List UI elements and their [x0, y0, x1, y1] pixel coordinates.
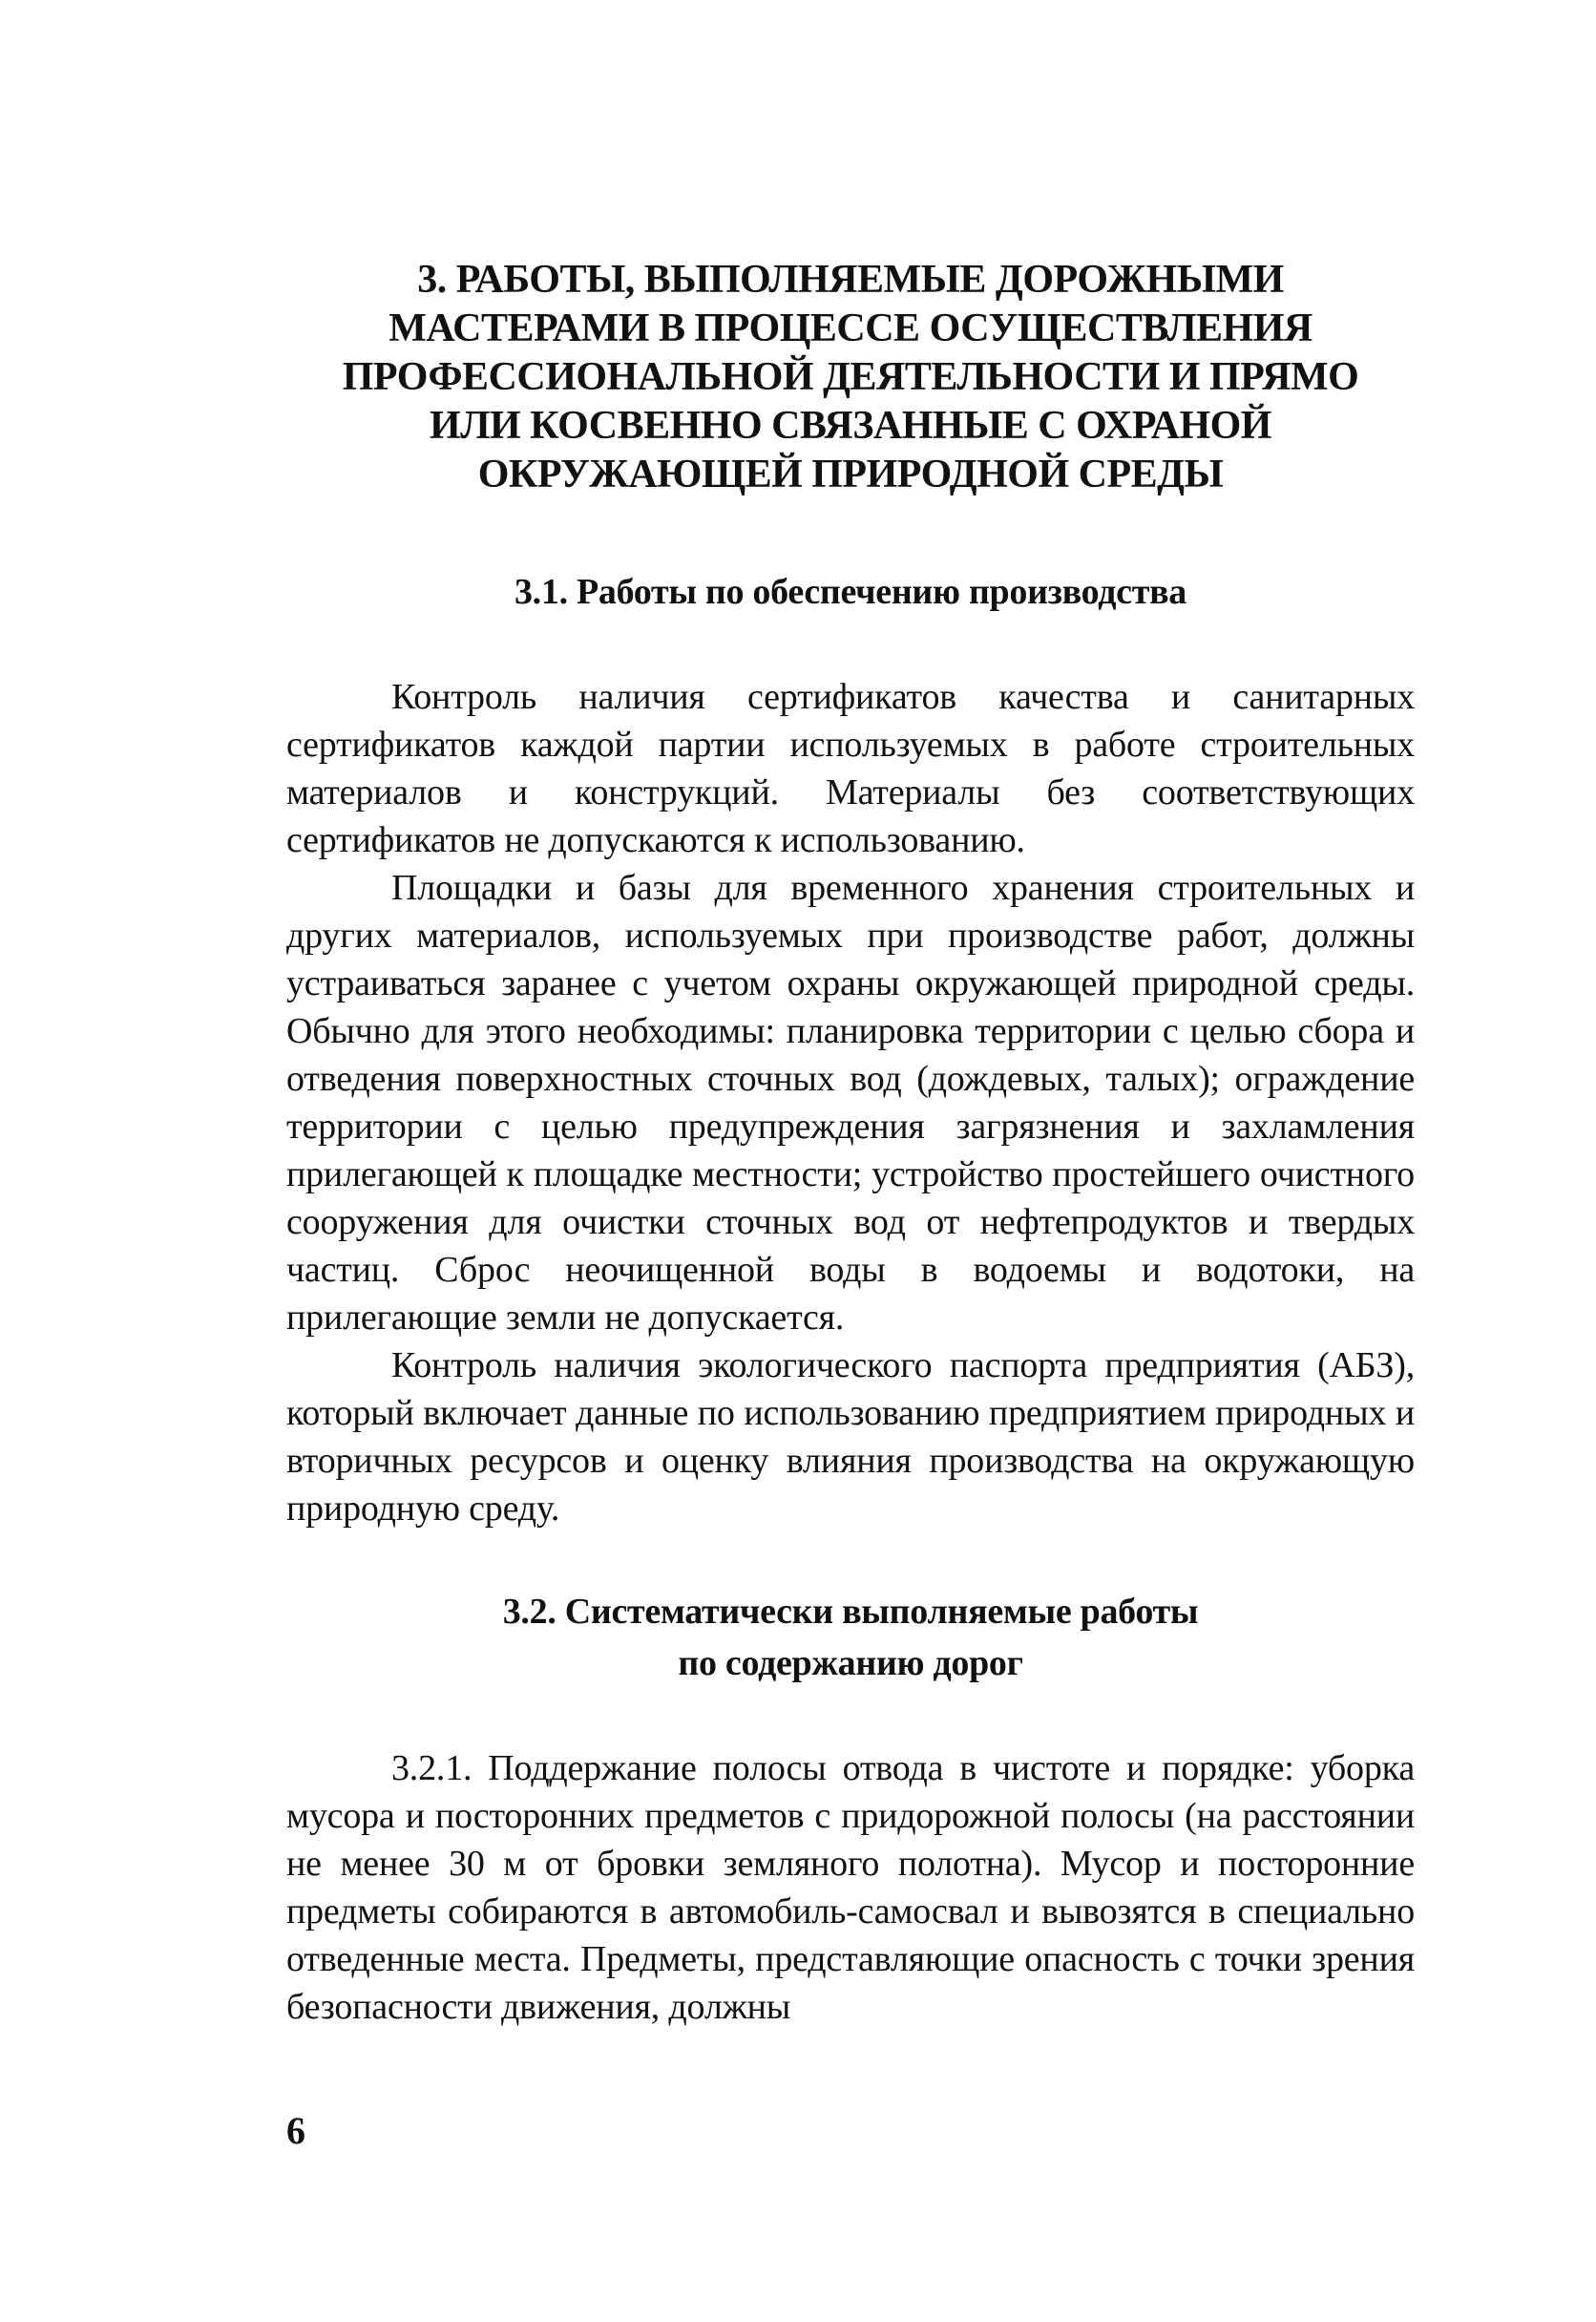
- paragraph-eco-passport: Контроль наличия экологического паспорта предприятия (АБЗ), который включает данные по использованию предприятием природных и вторичных ресурсов и оценку влияния производства на окружающую природную среду.: [286, 1345, 1415, 1529]
- page-number: 6: [286, 2109, 305, 2152]
- section-heading-line: 3.2. Систематически выполняемые работы: [502, 1592, 1199, 1632]
- chapter-title-line: 3. РАБОТЫ, ВЫПОЛНЯЕМЫЕ ДОРОЖНЫМИ: [417, 258, 1284, 302]
- chapter-title-line: ОКРУЖАЮЩЕЙ ПРИРОДНОЙ СРЕДЫ: [477, 453, 1224, 496]
- paragraph-right-of-way: 3.2.1. Поддержание полосы отвода в чистоте и порядке: уборка мусора и посторонних предметов с придорожной полосы (на расстоянии не менее 30 м от бровки земляного полотна). Мусор и посторонние предметы собираются в автомобиль-самосвал и вывозятся в специально отведенные места. Предметы, представляющие опасность с точки зрения безопасности движения, должны: [286, 1748, 1415, 2027]
- section-heading-3-1: [286, 566, 1415, 618]
- section-heading-3-2: [286, 1586, 1415, 1689]
- chapter-title: [286, 256, 1415, 499]
- page-content: [286, 256, 1415, 2031]
- chapter-title-line: ПРОФЕССИОНАЛЬНОЙ ДЕЯТЕЛЬНОСТИ И ПРЯМО: [342, 355, 1359, 399]
- paragraph-certificates: Контроль наличия сертификатов качества и санитарных сертификатов каждой партии используемых в работе строительных материалов и конструкций. Материалы без соответствующих сертификатов не допускаются к использованию.: [286, 677, 1415, 860]
- section-heading-text: 3.1. Работы по обеспечению производства: [514, 572, 1186, 612]
- section-heading-line: по содержанию дорог: [678, 1643, 1023, 1683]
- paragraph-storage-sites: Площадки и базы для временного хранения строительных и других материалов, используемых при производстве работ, должны устраиваться заранее с учетом охраны окружающей природной среды. Обычно для этого необходимы: планировка территории с целью сбора и отведения поверхностных сточных вод (дождевых, талых); ограждение территории с целью предупреждения загрязнения и захламления прилегающей к площадке местности; устройство простейшего очистного сооружения для очистки сточных вод от нефтепродуктов и твердых частиц. Сброс неочищенной воды в водоемы и водотоки, на прилегающие земли не допускается.: [286, 868, 1415, 1338]
- chapter-title-line: ИЛИ КОСВЕННО СВЯЗАННЫЕ С ОХРАНОЙ: [430, 404, 1271, 448]
- chapter-title-line: МАСТЕРАМИ В ПРОЦЕССЕ ОСУЩЕСТВЛЕНИЯ: [388, 306, 1312, 350]
